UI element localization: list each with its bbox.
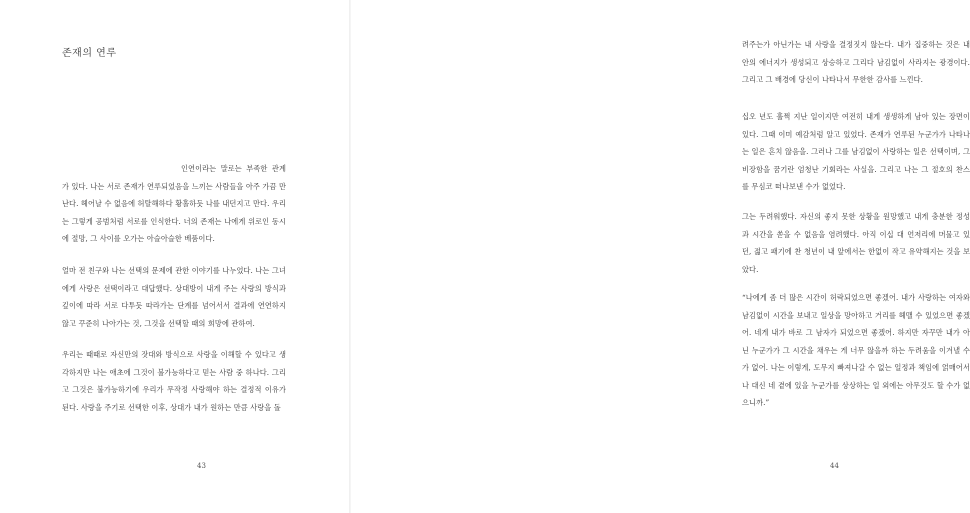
right-paragraph-4: “나에게 좀 더 많은 시간이 허락되었으면 좋겠어. 내가 사랑하는 여자와 남김없이 시간을 보내고 일상을 망아하고 거리를 헤맬 수 있었으면 좋겠어. 네게 내가 바로 그 남자가 되었으면 좋겠어. 하지만 자꾸만 내가 아닌 누군가가 그 시간을 채우는 게 너무 않을까 하는 두려움을 이겨낼 수가 없어. 나는 이렇게, 도무지 빠져나갈 수 없는 일정과 책임에 얽매어서 나 대신 네 곁에 있을 누군가를 상상하는 일 외에는 아무것도 할 수가 없으니까.” — [742, 293, 970, 407]
left-paragraph-2: 얼마 전 친구와 나는 선택의 문제에 관한 이야기를 나누었다. 나는 그녀에게 사랑은 선택이라고 대답했다. 상대방이 내게 주는 사랑의 방식과 깊이에 따라 서로 다투듯 따라가는 단계를 넘어서서 결과에 연연하지 않고 꾸준히 나아가는 것, 그것을 선택할 때의 희망에 관하여. — [62, 266, 286, 328]
right-paragraph-1: 려주는가 아닌가는 내 사랑을 결정짓지 않는다. 내가 집중하는 것은 내 안의 에너지가 생성되고 상승하고 그리다 남김없이 사라지는 광경이다. 그리고 그 배경에 당신이 나타나서 무한한 감사를 느낀다. — [742, 40, 970, 84]
left-page — [0, 0, 350, 513]
right-paragraph-3: 그는 두려워했다. 자신의 좋지 못한 상황을 원망했고 내게 충분한 정성과 시간을 쏟을 수 없음을 염려했다. 아직 이십 대 언저리에 머물고 있던, 젊고 패기에 찬 청년이 내 앞에서는 한없이 작고 유약해지는 것을 보았다. — [742, 212, 970, 274]
left-paragraph-3: 우리는 때때로 자신만의 잣대와 방식으로 사랑을 이해할 수 있다고 생각하지만 나는 애초에 그것이 불가능하다고 믿는 사람 중 하나다. 그리고 그것은 불가능하기에 우리가 무작정 사랑해야 하는 결정적 이유가 된다. 사랑을 주기로 선택한 이후, 상대가 내가 원하는 만큼 사랑을 돌 — [62, 350, 286, 412]
page-number: 44 — [830, 462, 839, 470]
right-paragraph-2: 십오 년도 훌쩍 지난 일이지만 여전히 내게 생생하게 남아 있는 장면이 있다. 그때 이미 예감처럼 알고 있었다. 존재가 연루된 누군가가 나타나는 일은 흔치 않음을. 그러나 그를 남김없이 사랑하는 일은 선택이며, 그 비장함을 꿈기란 엄청난 기회라는 사실을. 그리고 나는 그 절호의 찬스를 무심코 떠나보낸 수가 없었다. — [742, 112, 970, 191]
right-page — [350, 0, 970, 513]
page-number: 43 — [197, 462, 206, 470]
running-header: 존재의 연루 — [62, 48, 117, 59]
left-paragraph-1: 인연이라는 말로는 부족한 관계가 있다. 나는 서로 존재가 연루되었음을 느끼는 사람들을 아주 가끔 만난다. 헤어날 수 없음에 허탈해하다 황홀하듯 나를 내던지고 만다. 우리는 그렇게 공범처럼 서로를 인식한다. 너의 존재는 나에게 위로인 동시에 절망, 그 사이를 오가는 아슬아슬한 베품이다. — [62, 164, 286, 243]
